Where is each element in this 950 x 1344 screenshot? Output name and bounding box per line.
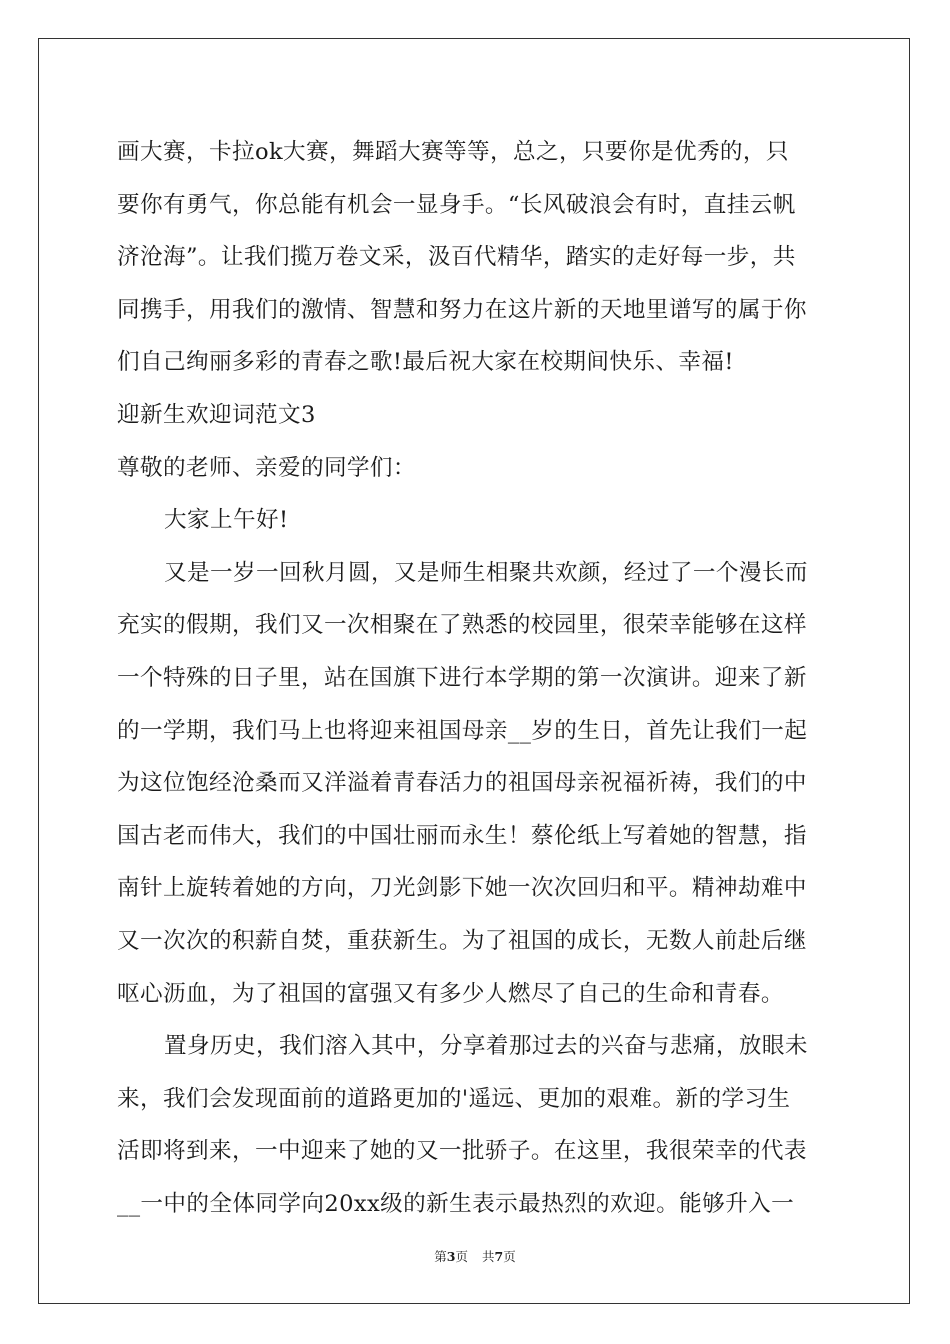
- paragraph-line: 来，我们会发现面前的道路更加的'遥远、更加的艰难。新的学习生: [117, 1085, 791, 1112]
- section-heading: 迎新生欢迎词范文3: [117, 401, 316, 428]
- paragraph-line: 一个特殊的日子里，站在国旗下进行本学期的第一次演讲。迎来了新: [117, 664, 807, 691]
- page-footer: [0, 1247, 950, 1265]
- paragraph-line: 活即将到来，一中迎来了她的又一批骄子。在这里，我很荣幸的代表: [117, 1138, 807, 1165]
- paragraph-line: 要你有勇气，你总能有机会一显身手。“长风破浪会有时，直挂云帆: [117, 191, 796, 218]
- document-body: [117, 126, 833, 1230]
- paragraph-line: __一中的全体同学向20xx级的新生表示最热烈的欢迎。能够升入一: [117, 1190, 795, 1217]
- paragraph-line: 的一学期，我们马上也将迎来祖国母亲__岁的生日，首先让我们一起: [117, 717, 808, 744]
- paragraph-line: 呕心沥血，为了祖国的富强又有多少人燃尽了自己的生命和青春。: [117, 980, 784, 1007]
- salutation: 尊敬的老师、亲爱的同学们：: [117, 454, 416, 481]
- paragraph-line: 南针上旋转着她的方向，刀光剑影下她一次次回归和平。精神劫难中: [117, 875, 807, 902]
- paragraph-line: 又一次次的积薪自焚，重获新生。为了祖国的成长，无数人前赴后继: [117, 927, 807, 954]
- page-suffix: 页: [455, 1249, 468, 1264]
- paragraph-line: 国古老而伟大，我们的中国壮丽而永生！蔡伦纸上写着她的智慧，指: [117, 822, 807, 849]
- current-page-number: 3: [446, 1249, 456, 1264]
- page-prefix: 第: [434, 1249, 447, 1264]
- paragraph-line: 为这位饱经沧桑而又洋溢着青春活力的祖国母亲祝福祈祷，我们的中: [117, 770, 807, 797]
- paragraph-line: 同携手，用我们的激情、智慧和努力在这片新的天地里谱写的属于你: [117, 296, 807, 323]
- paragraph-line: 置身历史，我们溶入其中，分享着那过去的兴奋与悲痛，放眼未: [164, 1033, 808, 1060]
- paragraph-line: 济沧海”。让我们揽万卷文采，汲百代精华，踏实的走好每一步，共: [117, 244, 796, 271]
- total-prefix: 共: [482, 1249, 495, 1264]
- paragraph-line: 画大赛，卡拉ok大赛，舞蹈大赛等等，总之，只要你是优秀的，只: [117, 139, 789, 165]
- paragraph-line: 又是一岁一回秋月圆，又是师生相聚共欢颜，经过了一个漫长而: [164, 559, 808, 586]
- total-page-number: 7: [494, 1249, 504, 1264]
- paragraph-line: 们自己绚丽多彩的青春之歌!最后祝大家在校期间快乐、幸福!: [117, 349, 734, 376]
- paragraph-line: 充实的假期，我们又一次相聚在了熟悉的校园里，很荣幸能够在这样: [117, 612, 807, 639]
- total-suffix: 页: [503, 1249, 516, 1264]
- greeting: 大家上午好!: [164, 507, 289, 534]
